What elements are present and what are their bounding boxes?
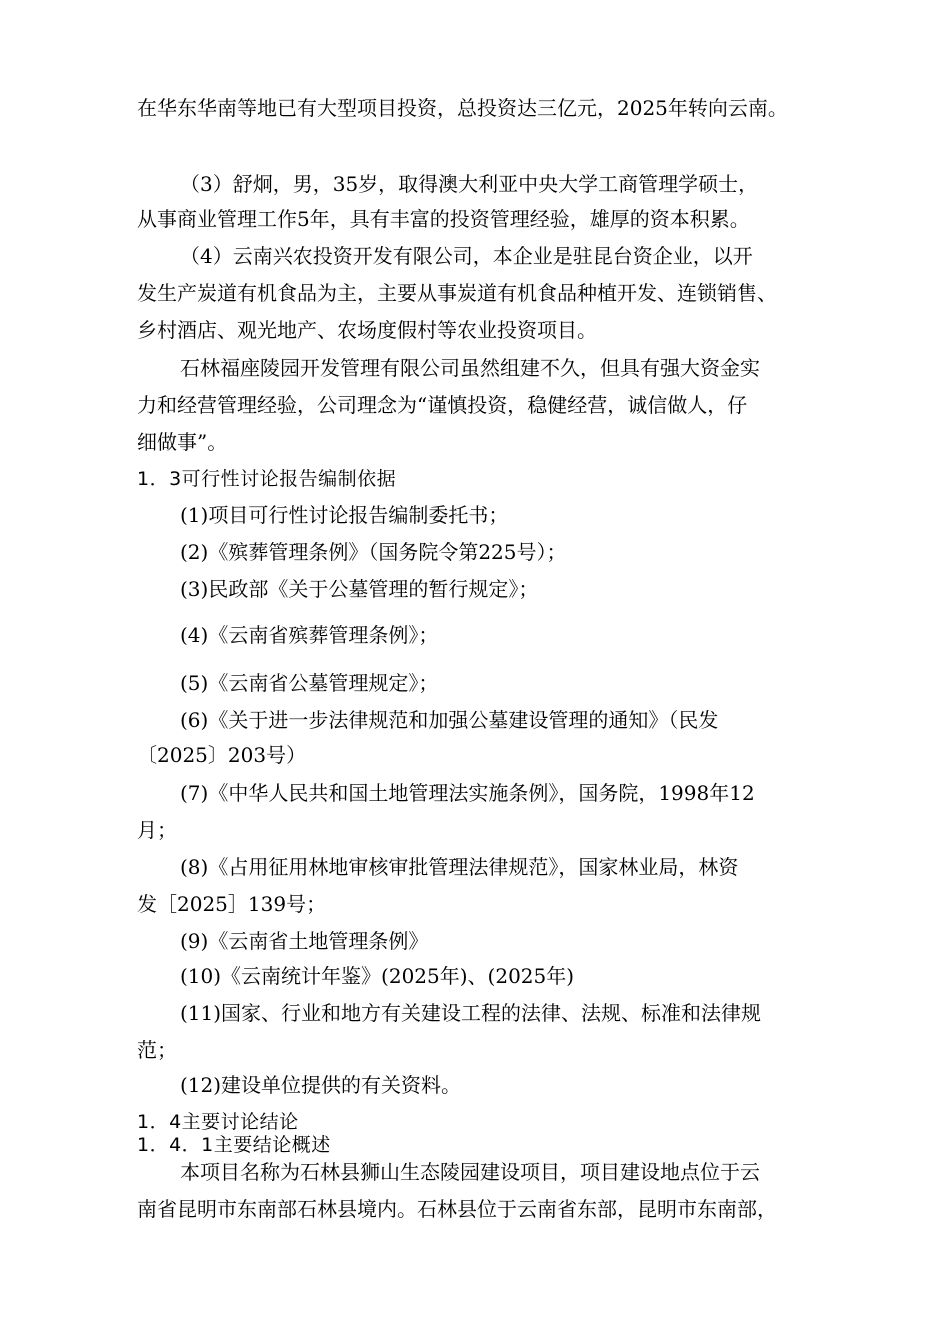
- basis-item-3: (3)民政部《关于公墓管理的暂行规定》；: [180, 577, 539, 601]
- basis-item-12: (12)建设单位提供的有关资料。: [180, 1073, 462, 1097]
- conclusion-line-1: 本项目名称为石林县狮山生态陵园建设项目，项目建设地点位于云: [180, 1160, 760, 1184]
- basis-item-7-line-1: (7)《中华人民共和国土地管理法实施条例》，国务院，1998年12: [180, 781, 755, 805]
- basis-item-6-line-1: (6)《关于进一步法律规范和加强公墓建设管理的通知》（民发: [180, 708, 719, 732]
- conclusion-line-2: 南省昆明市东南部石林县境内。石林县位于云南省东部，昆明市东南部，: [137, 1197, 777, 1221]
- basis-item-6-line-2: 〔2025〕203号）: [137, 743, 307, 767]
- basis-item-4: (4)《云南省殡葬管理条例》；: [180, 623, 439, 647]
- paragraph-3-line-1: （3）舒炯，男，35岁，取得澳大利亚中央大学工商管理学硕士，: [180, 172, 759, 196]
- section-1-3-heading: 1．3可行性讨论报告编制依据: [137, 468, 397, 490]
- summary-line-1: 石林福座陵园开发管理有限公司虽然组建不久，但具有强大资金实: [180, 356, 760, 380]
- basis-item-11-line-2: 范；: [137, 1038, 177, 1062]
- basis-item-5: (5)《云南省公墓管理规定》；: [180, 671, 439, 695]
- paragraph-4-line-3: 乡村酒店、观光地产、农场度假村等农业投资项目。: [137, 318, 597, 342]
- paragraph-3-line-2: 从事商业管理工作5年，具有丰富的投资管理经验，雄厚的资本积累。: [137, 207, 750, 231]
- paragraph-4-line-1: （4）云南兴农投资开发有限公司，本企业是驻昆台资企业，以开: [180, 244, 753, 268]
- basis-item-8-line-2: 发［2025］139号；: [137, 892, 327, 916]
- basis-item-7-line-2: 月；: [137, 818, 177, 842]
- basis-item-8-line-1: (8)《占用征用林地审核审批管理法律规范》，国家林业局，林资: [180, 855, 739, 879]
- section-1-4-1-heading: 1．4．1主要结论概述: [137, 1134, 331, 1156]
- summary-line-2: 力和经营管理经验，公司理念为“谨慎投资，稳健经营，诚信做人，仔: [137, 393, 748, 417]
- basis-item-2: (2)《殡葬管理条例》（国务院令第225号）；: [180, 540, 567, 564]
- summary-line-3: 细做事”。: [137, 430, 228, 454]
- basis-item-9: (9)《云南省土地管理条例》: [180, 929, 429, 953]
- intro-tail-line: 在华东华南等地已有大型项目投资，总投资达三亿元，2025年转向云南。: [137, 96, 788, 120]
- paragraph-4-line-2: 发生产炭道有机食品为主，主要从事炭道有机食品种植开发、连锁销售、: [137, 281, 777, 305]
- basis-item-11-line-1: (11)国家、行业和地方有关建设工程的法律、法规、标准和法律规: [180, 1001, 762, 1025]
- section-1-4-heading: 1．4主要讨论结论: [137, 1111, 299, 1133]
- basis-item-1: (1)项目可行性讨论报告编制委托书；: [180, 503, 509, 527]
- basis-item-10: (10)《云南统计年鉴》(2025年)、(2025年): [180, 964, 575, 988]
